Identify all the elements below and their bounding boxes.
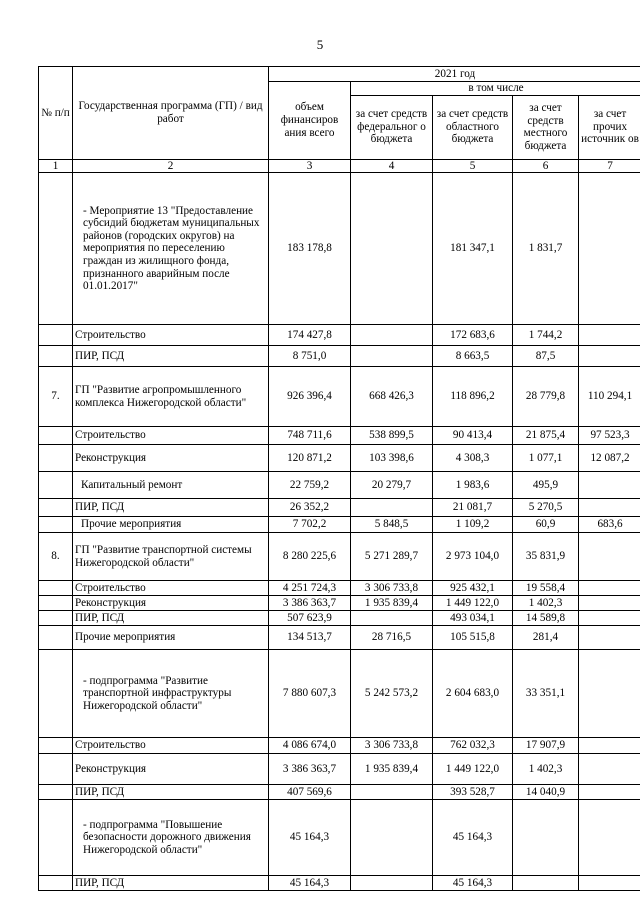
cell-federal: 5 848,5 bbox=[351, 517, 433, 533]
table-row bbox=[39, 367, 640, 427]
row-num bbox=[39, 445, 73, 472]
cell-total: 4 251 724,3 bbox=[269, 581, 351, 596]
cell-regional: 21 081,7 bbox=[433, 499, 513, 517]
column-index-row bbox=[39, 159, 640, 173]
row-name: ГП "Развитие транспортной системы Нижегородской области" bbox=[73, 533, 269, 581]
column-index: 7 bbox=[579, 159, 640, 173]
table-row bbox=[39, 346, 640, 367]
cell-local: 19 558,4 bbox=[513, 581, 579, 596]
cell-regional: 2 604 683,0 bbox=[433, 650, 513, 738]
column-index: 3 bbox=[269, 159, 351, 173]
row-num bbox=[39, 173, 73, 325]
cell-total: 134 513,7 bbox=[269, 626, 351, 650]
table-row bbox=[39, 445, 640, 472]
header-including: в том числе bbox=[351, 82, 640, 96]
cell-local: 28 779,8 bbox=[513, 367, 579, 427]
table-row bbox=[39, 581, 640, 596]
row-name: - подпрограмма "Развитие транспортной инфраструктуры Нижегородской области" bbox=[73, 650, 269, 738]
cell-total: 45 164,3 bbox=[269, 800, 351, 876]
column-index: 1 bbox=[39, 159, 73, 173]
row-name: ГП "Развитие агропромышленного комплекса Нижегородской области" bbox=[73, 367, 269, 427]
cell-other bbox=[579, 785, 640, 800]
table-row bbox=[39, 596, 640, 611]
cell-regional: 181 347,1 bbox=[433, 173, 513, 325]
cell-total: 183 178,8 bbox=[269, 173, 351, 325]
header-col-regional: за счет средств областного бюджета bbox=[433, 95, 513, 159]
row-name: Строительство bbox=[73, 325, 269, 346]
cell-other bbox=[579, 346, 640, 367]
budget-table bbox=[38, 66, 640, 891]
table-body bbox=[39, 173, 640, 891]
cell-local: 1 402,3 bbox=[513, 596, 579, 611]
header-year: 2021 год bbox=[269, 67, 640, 82]
row-name: ПИР, ПСД bbox=[73, 785, 269, 800]
column-index: 2 bbox=[73, 159, 269, 173]
row-name: Капитальный ремонт bbox=[73, 472, 269, 499]
cell-other bbox=[579, 876, 640, 891]
cell-other bbox=[579, 472, 640, 499]
cell-local: 14 589,8 bbox=[513, 611, 579, 626]
cell-total: 3 386 363,7 bbox=[269, 596, 351, 611]
row-num bbox=[39, 499, 73, 517]
row-name: - Мероприятие 13 "Предоставление субсидий бюджетам муниципальных районов (городских округов) на мероприятия по переселению граждан из жилищного фонда, признанного аварийным после 01.01.2017" bbox=[73, 173, 269, 325]
cell-total: 7 880 607,3 bbox=[269, 650, 351, 738]
row-name: Строительство bbox=[73, 738, 269, 754]
cell-total: 748 711,6 bbox=[269, 427, 351, 445]
row-name: Строительство bbox=[73, 427, 269, 445]
table-row bbox=[39, 626, 640, 650]
row-name: Реконструкция bbox=[73, 596, 269, 611]
row-num bbox=[39, 596, 73, 611]
cell-federal bbox=[351, 800, 433, 876]
cell-local: 1 402,3 bbox=[513, 754, 579, 785]
cell-regional: 493 034,1 bbox=[433, 611, 513, 626]
table-row bbox=[39, 800, 640, 876]
cell-federal bbox=[351, 876, 433, 891]
row-name: ПИР, ПСД bbox=[73, 611, 269, 626]
table-row bbox=[39, 173, 640, 325]
cell-other: 97 523,3 bbox=[579, 427, 640, 445]
cell-total: 22 759,2 bbox=[269, 472, 351, 499]
cell-federal bbox=[351, 785, 433, 800]
cell-total: 174 427,8 bbox=[269, 325, 351, 346]
table-row bbox=[39, 325, 640, 346]
cell-total: 8 751,0 bbox=[269, 346, 351, 367]
table-row bbox=[39, 754, 640, 785]
row-num bbox=[39, 785, 73, 800]
column-index: 6 bbox=[513, 159, 579, 173]
row-num bbox=[39, 346, 73, 367]
cell-federal bbox=[351, 499, 433, 517]
cell-other bbox=[579, 581, 640, 596]
cell-other: 683,6 bbox=[579, 517, 640, 533]
cell-regional: 172 683,6 bbox=[433, 325, 513, 346]
cell-total: 3 386 363,7 bbox=[269, 754, 351, 785]
table-row bbox=[39, 650, 640, 738]
cell-federal: 5 242 573,2 bbox=[351, 650, 433, 738]
cell-total: 7 702,2 bbox=[269, 517, 351, 533]
cell-local: 281,4 bbox=[513, 626, 579, 650]
cell-total: 26 352,2 bbox=[269, 499, 351, 517]
table-row bbox=[39, 738, 640, 754]
row-num bbox=[39, 517, 73, 533]
cell-federal bbox=[351, 346, 433, 367]
row-name: ПИР, ПСД bbox=[73, 499, 269, 517]
cell-regional: 1 109,2 bbox=[433, 517, 513, 533]
cell-total: 8 280 225,6 bbox=[269, 533, 351, 581]
cell-other bbox=[579, 626, 640, 650]
cell-federal: 538 899,5 bbox=[351, 427, 433, 445]
row-num: 8. bbox=[39, 533, 73, 581]
cell-other bbox=[579, 611, 640, 626]
cell-federal bbox=[351, 325, 433, 346]
cell-federal: 28 716,5 bbox=[351, 626, 433, 650]
cell-other bbox=[579, 596, 640, 611]
row-num bbox=[39, 626, 73, 650]
cell-local: 21 875,4 bbox=[513, 427, 579, 445]
cell-regional: 393 528,7 bbox=[433, 785, 513, 800]
cell-local: 1 744,2 bbox=[513, 325, 579, 346]
row-name: ПИР, ПСД bbox=[73, 876, 269, 891]
cell-regional: 1 983,6 bbox=[433, 472, 513, 499]
table-row bbox=[39, 499, 640, 517]
row-num bbox=[39, 581, 73, 596]
row-name: Строительство bbox=[73, 581, 269, 596]
row-num bbox=[39, 650, 73, 738]
cell-local: 60,9 bbox=[513, 517, 579, 533]
cell-regional: 8 663,5 bbox=[433, 346, 513, 367]
row-num bbox=[39, 325, 73, 346]
cell-federal: 1 935 839,4 bbox=[351, 754, 433, 785]
column-index: 4 bbox=[351, 159, 433, 173]
header-col-other: за счет прочих источник ов bbox=[579, 95, 640, 159]
cell-local: 87,5 bbox=[513, 346, 579, 367]
row-num bbox=[39, 800, 73, 876]
cell-other bbox=[579, 533, 640, 581]
cell-total: 926 396,4 bbox=[269, 367, 351, 427]
header-col-total: объем финансиров ания всего bbox=[269, 82, 351, 160]
cell-other bbox=[579, 738, 640, 754]
cell-regional: 1 449 122,0 bbox=[433, 596, 513, 611]
cell-local: 35 831,9 bbox=[513, 533, 579, 581]
cell-federal bbox=[351, 611, 433, 626]
header-col-program: Государственная программа (ГП) / вид работ bbox=[73, 67, 269, 160]
cell-other bbox=[579, 650, 640, 738]
cell-regional: 45 164,3 bbox=[433, 800, 513, 876]
page-number: 5 bbox=[316, 37, 324, 52]
header-col-local: за счет средств местного бюджета bbox=[513, 95, 579, 159]
row-num bbox=[39, 427, 73, 445]
cell-other: 110 294,1 bbox=[579, 367, 640, 427]
table-row bbox=[39, 517, 640, 533]
column-index: 5 bbox=[433, 159, 513, 173]
cell-other bbox=[579, 173, 640, 325]
row-name: - подпрограмма "Повышение безопасности дорожного движения Нижегородской области" bbox=[73, 800, 269, 876]
cell-regional: 45 164,3 bbox=[433, 876, 513, 891]
cell-local: 17 907,9 bbox=[513, 738, 579, 754]
table-row bbox=[39, 785, 640, 800]
cell-regional: 1 449 122,0 bbox=[433, 754, 513, 785]
table-row bbox=[39, 472, 640, 499]
cell-other bbox=[579, 800, 640, 876]
cell-other bbox=[579, 325, 640, 346]
cell-total: 407 569,6 bbox=[269, 785, 351, 800]
cell-regional: 925 432,1 bbox=[433, 581, 513, 596]
row-num bbox=[39, 754, 73, 785]
cell-local bbox=[513, 800, 579, 876]
cell-federal: 3 306 733,8 bbox=[351, 738, 433, 754]
row-num bbox=[39, 611, 73, 626]
cell-regional: 105 515,8 bbox=[433, 626, 513, 650]
cell-total: 45 164,3 bbox=[269, 876, 351, 891]
table-row bbox=[39, 611, 640, 626]
cell-other bbox=[579, 754, 640, 785]
cell-federal: 20 279,7 bbox=[351, 472, 433, 499]
row-num bbox=[39, 876, 73, 891]
row-name: ПИР, ПСД bbox=[73, 346, 269, 367]
cell-local: 1 831,7 bbox=[513, 173, 579, 325]
cell-regional: 4 308,3 bbox=[433, 445, 513, 472]
table-row bbox=[39, 533, 640, 581]
cell-local: 33 351,1 bbox=[513, 650, 579, 738]
cell-local: 1 077,1 bbox=[513, 445, 579, 472]
cell-regional: 2 973 104,0 bbox=[433, 533, 513, 581]
table-row bbox=[39, 427, 640, 445]
header-col-federal: за счет средств федеральног о бюджета bbox=[351, 95, 433, 159]
cell-other bbox=[579, 499, 640, 517]
cell-local: 495,9 bbox=[513, 472, 579, 499]
table-row bbox=[39, 876, 640, 891]
header-col-num: № п/п bbox=[39, 67, 73, 160]
cell-federal: 1 935 839,4 bbox=[351, 596, 433, 611]
cell-federal bbox=[351, 173, 433, 325]
cell-regional: 762 032,3 bbox=[433, 738, 513, 754]
cell-federal: 103 398,6 bbox=[351, 445, 433, 472]
row-num: 7. bbox=[39, 367, 73, 427]
row-name: Реконструкция bbox=[73, 445, 269, 472]
cell-regional: 90 413,4 bbox=[433, 427, 513, 445]
table-header bbox=[39, 67, 640, 173]
cell-regional: 118 896,2 bbox=[433, 367, 513, 427]
cell-local: 14 040,9 bbox=[513, 785, 579, 800]
row-num bbox=[39, 738, 73, 754]
cell-total: 4 086 674,0 bbox=[269, 738, 351, 754]
row-name: Прочие мероприятия bbox=[73, 517, 269, 533]
row-name: Прочие мероприятия bbox=[73, 626, 269, 650]
cell-other: 12 087,2 bbox=[579, 445, 640, 472]
row-name: Реконструкция bbox=[73, 754, 269, 785]
cell-federal: 3 306 733,8 bbox=[351, 581, 433, 596]
cell-local: 5 270,5 bbox=[513, 499, 579, 517]
cell-local bbox=[513, 876, 579, 891]
cell-total: 507 623,9 bbox=[269, 611, 351, 626]
cell-total: 120 871,2 bbox=[269, 445, 351, 472]
cell-federal: 5 271 289,7 bbox=[351, 533, 433, 581]
cell-federal: 668 426,3 bbox=[351, 367, 433, 427]
row-num bbox=[39, 472, 73, 499]
